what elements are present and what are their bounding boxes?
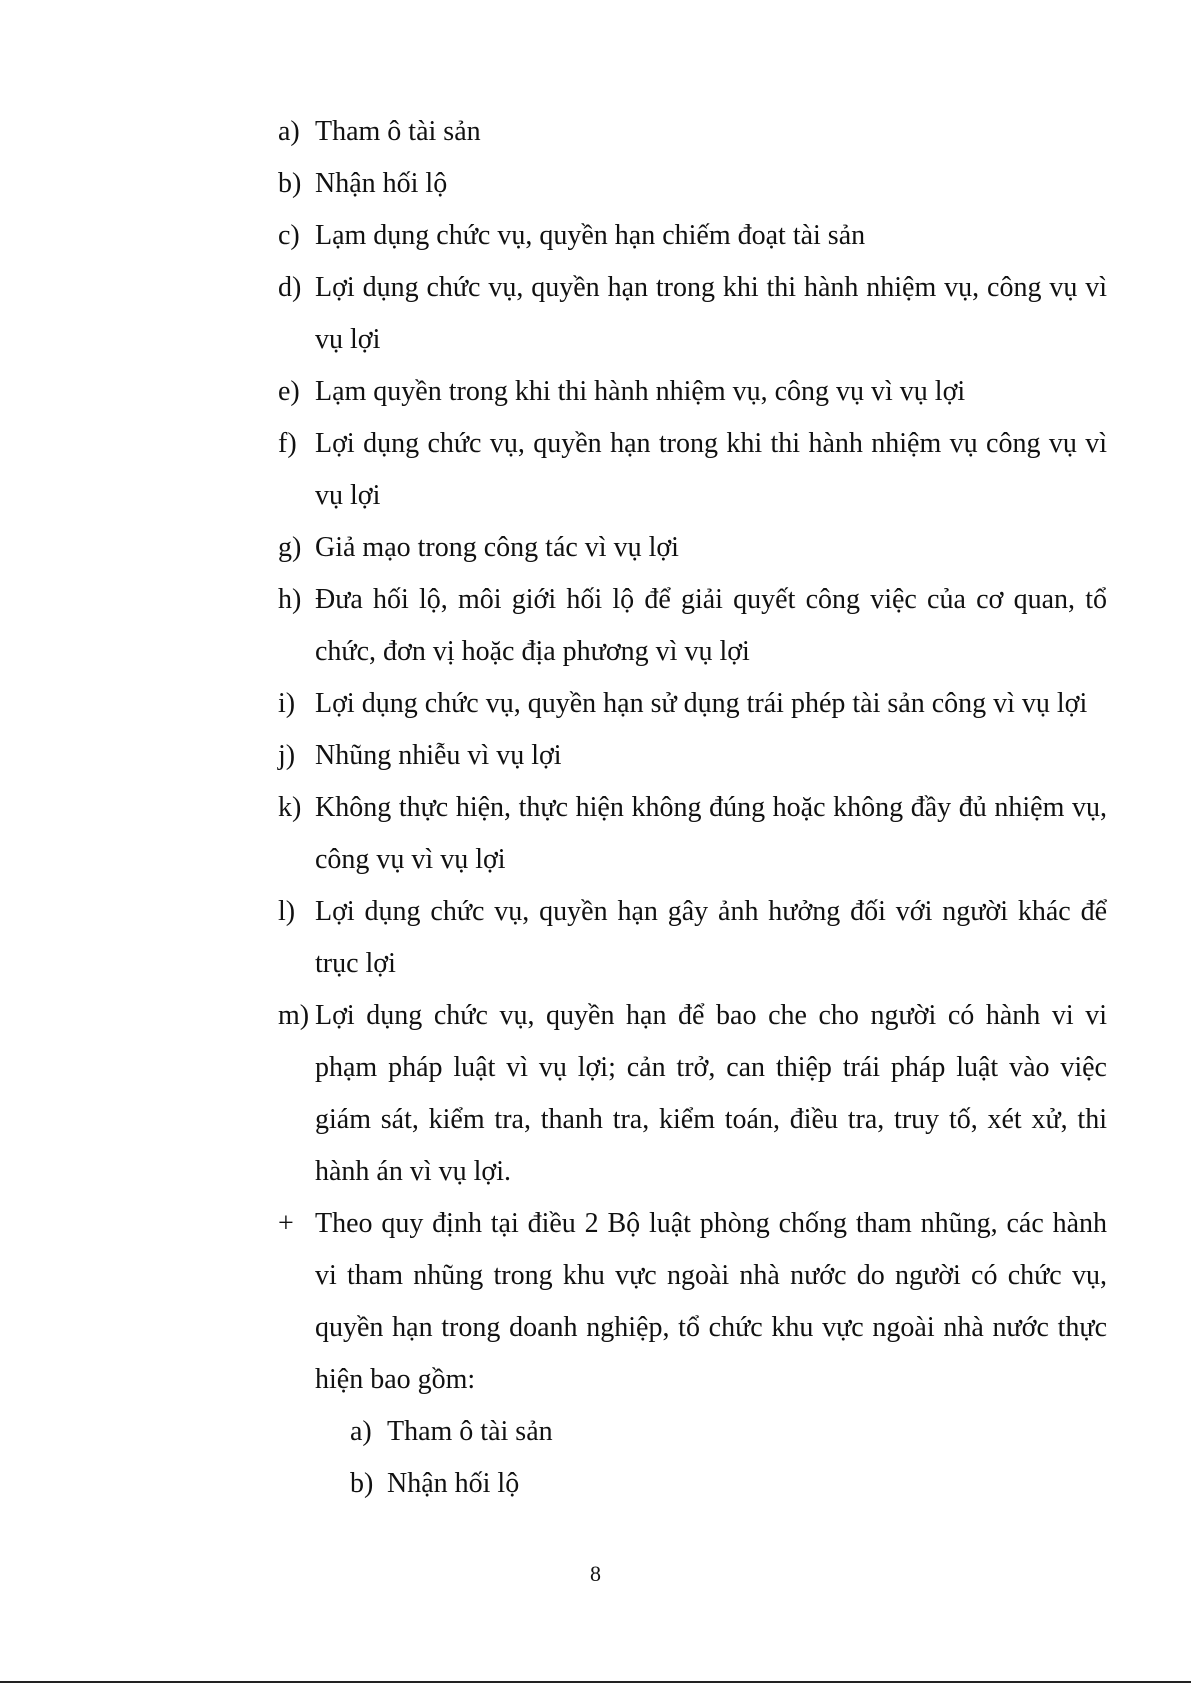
list-marker: k) xyxy=(278,792,302,823)
list-item xyxy=(278,210,1107,262)
plus-marker: + xyxy=(278,1208,294,1239)
list-marker: g) xyxy=(278,532,302,563)
non-state-acts-sublist xyxy=(350,1406,1107,1510)
list-marker: b) xyxy=(278,168,302,199)
list-item xyxy=(278,418,1107,522)
list-marker: h) xyxy=(278,584,302,615)
list-item-text: Nhũng nhiễu vì vụ lợi xyxy=(315,740,562,771)
list-marker: l) xyxy=(278,896,296,927)
list-item-text: Lợi dụng chức vụ, quyền hạn để bao che cho người có hành vi vi phạm pháp luật vì vụ lợi; cản trở, can thiệp trái pháp luật vào việc giám sát, kiểm tra, thanh tra, kiểm toán, điều tra, truy tố, xét xử, thi hành án vì vụ lợi. xyxy=(315,1000,1107,1187)
list-marker: a) xyxy=(278,116,300,147)
list-item xyxy=(278,730,1107,782)
list-item xyxy=(278,366,1107,418)
list-marker: d) xyxy=(278,272,302,303)
list-item-text: Tham ô tài sản xyxy=(387,1416,553,1447)
plus-paragraph xyxy=(278,1198,1107,1406)
list-item-text: Lạm quyền trong khi thi hành nhiệm vụ, công vụ vì vụ lợi xyxy=(315,376,966,407)
list-item xyxy=(278,522,1107,574)
list-item-text: Không thực hiện, thực hiện không đúng hoặc không đầy đủ nhiệm vụ, công vụ vì vụ lợi xyxy=(315,792,1107,875)
list-marker: b) xyxy=(350,1468,374,1499)
list-marker: j) xyxy=(278,740,296,771)
list-marker: e) xyxy=(278,376,300,407)
list-item xyxy=(278,990,1107,1198)
list-item xyxy=(278,574,1107,678)
list-item-text: Nhận hối lộ xyxy=(387,1468,520,1499)
list-item-text: Lợi dụng chức vụ, quyền hạn trong khi thi hành nhiệm vụ công vụ vì vụ lợi xyxy=(315,428,1107,511)
list-item xyxy=(278,678,1107,730)
list-item-text: Lạm dụng chức vụ, quyền hạn chiếm đoạt tài sản xyxy=(315,220,866,251)
list-marker: c) xyxy=(278,220,300,251)
list-item-text: Tham ô tài sản xyxy=(315,116,481,147)
list-item-text: Lợi dụng chức vụ, quyền hạn sử dụng trái phép tài sản công vì vụ lợi xyxy=(315,688,1088,719)
list-item xyxy=(278,782,1107,886)
list-item-text: Giả mạo trong công tác vì vụ lợi xyxy=(315,532,679,563)
corruption-acts-list xyxy=(278,106,1107,1510)
list-item-text: Lợi dụng chức vụ, quyền hạn trong khi thi hành nhiệm vụ, công vụ vì vụ lợi xyxy=(315,272,1107,355)
sub-list-item xyxy=(350,1406,1107,1458)
list-marker: m) xyxy=(278,1000,310,1031)
list-item xyxy=(278,886,1107,990)
list-item-text: Đưa hối lộ, môi giới hối lộ để giải quyết công việc của cơ quan, tổ chức, đơn vị hoặc địa phương vì vụ lợi xyxy=(315,584,1107,667)
list-marker: a) xyxy=(350,1416,372,1447)
sub-list-item xyxy=(350,1458,1107,1510)
bottom-divider xyxy=(0,1681,1191,1683)
page-number: 8 xyxy=(590,1561,601,1586)
list-item xyxy=(278,106,1107,158)
plus-paragraph-text: Theo quy định tại điều 2 Bộ luật phòng chống tham nhũng, các hành vi tham nhũng trong khu vực ngoài nhà nước do người có chức vụ, quyền hạn trong doanh nghiệp, tổ chức khu vực ngoài nhà nước thực hiện bao gồm: xyxy=(315,1208,1107,1395)
list-item-text: Lợi dụng chức vụ, quyền hạn gây ảnh hưởng đối với người khác để trục lợi xyxy=(315,896,1107,979)
list-item-text: Nhận hối lộ xyxy=(315,168,448,199)
list-marker: f) xyxy=(278,428,297,459)
list-marker: i) xyxy=(278,688,296,719)
list-item xyxy=(278,158,1107,210)
list-item xyxy=(278,262,1107,366)
